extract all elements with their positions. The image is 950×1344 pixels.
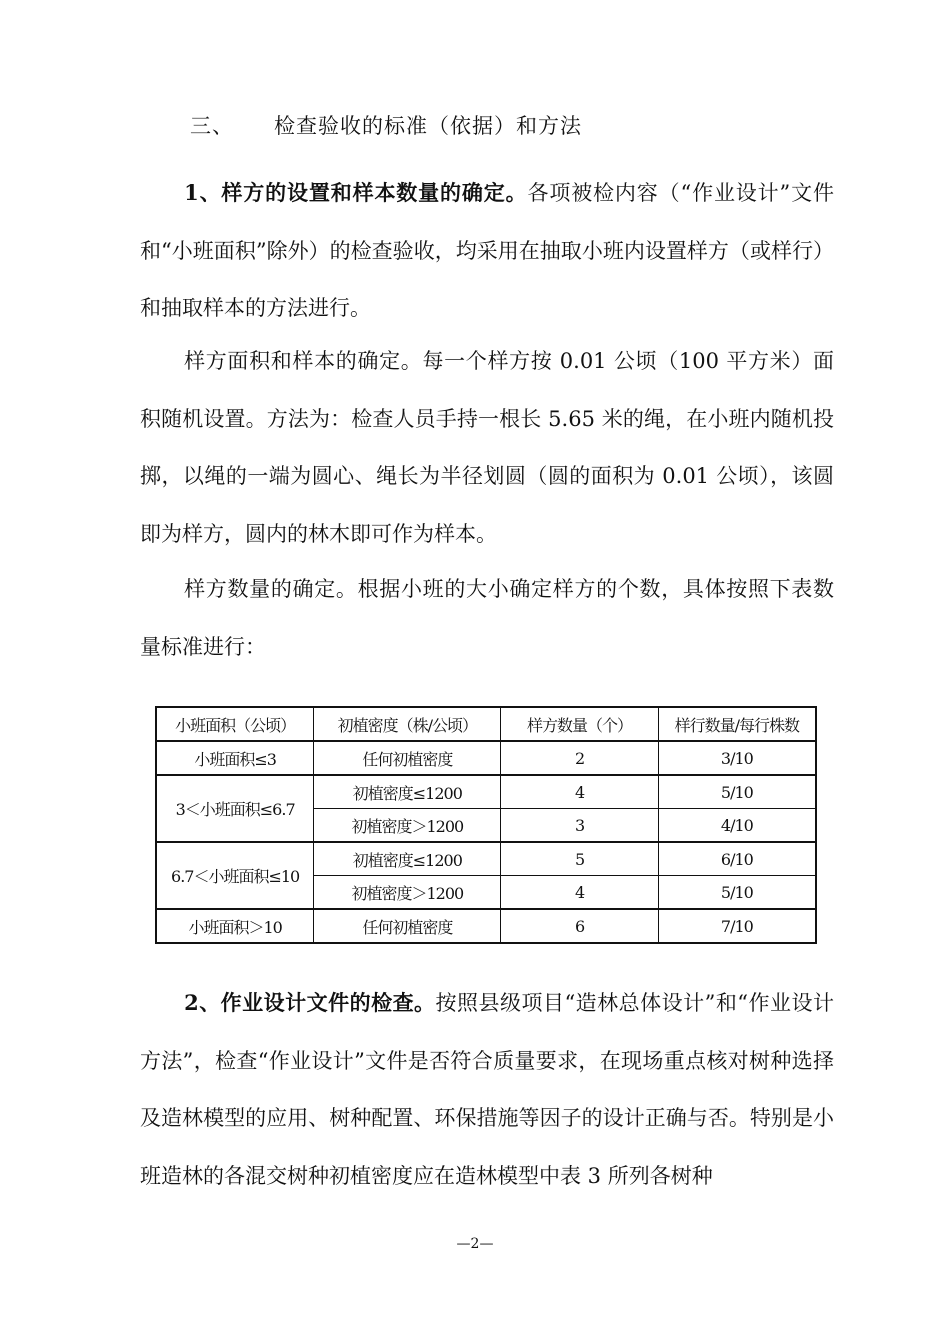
- paragraph-text: 按照县级项目“造林总体设计”和“作业设计方法”，检查“作业设计”文件是否符合质量要求，在现场重点核对树种选择及造林模型的应用、树种配置、环保措施等因子的设计正确与否。特别是小班造林的各混交树种初植密度应在造林模型中表 3 所列各树种: [140, 991, 834, 1188]
- sample-standard-table: [155, 706, 817, 944]
- density-cell: 任何初植密度: [314, 741, 501, 775]
- rows-cell: 6/10: [658, 842, 816, 876]
- table-row: [156, 842, 816, 876]
- plots-cell: 3: [501, 809, 658, 843]
- paragraph-plot-area: [140, 333, 834, 563]
- table-header-cell: 小班面积（公顷）: [156, 707, 314, 741]
- rows-cell: 5/10: [658, 775, 816, 809]
- paragraph-design-check: [140, 974, 834, 1205]
- table-header-cell: 初植密度（株/公顷）: [314, 707, 501, 741]
- paragraph-text: 各项被检内容（“作业设计”文件和“小班面积”除外）的检查验收，均采用在抽取小班内设置样方（或样行）和抽取样本的方法进行。: [140, 181, 834, 320]
- area-cell: 3＜小班面积≤6.7: [156, 775, 314, 842]
- paragraph-sample-setup: [140, 164, 834, 338]
- density-cell: 初植密度＞1200: [314, 876, 501, 910]
- area-cell: 小班面积＞10: [156, 909, 314, 943]
- table-header-cell: 样方数量（个）: [501, 707, 658, 741]
- table-header-row: [156, 707, 816, 741]
- area-cell: 小班面积≤3: [156, 741, 314, 775]
- plots-cell: 6: [501, 909, 658, 943]
- rows-cell: 4/10: [658, 809, 816, 843]
- section-heading: [190, 110, 582, 140]
- paragraph-text: 样方数量的确定。根据小班的大小确定样方的个数，具体按照下表数量标准进行：: [140, 577, 834, 659]
- paragraph-heading: 1、样方的设置和样本数量的确定。: [184, 180, 528, 205]
- rows-cell: 7/10: [658, 909, 816, 943]
- density-cell: 初植密度≤1200: [314, 842, 501, 876]
- density-cell: 初植密度≤1200: [314, 775, 501, 809]
- table-row: [156, 741, 816, 775]
- paragraph-heading: 2、作业设计文件的检查。: [184, 990, 436, 1015]
- table-row: [156, 909, 816, 943]
- area-cell: 6.7＜小班面积≤10: [156, 842, 314, 909]
- plots-cell: 4: [501, 876, 658, 910]
- density-cell: 初植密度＞1200: [314, 809, 501, 843]
- section-number: 三、: [190, 114, 234, 138]
- plots-cell: 4: [501, 775, 658, 809]
- rows-cell: 5/10: [658, 876, 816, 910]
- table-row: [156, 775, 816, 809]
- page-number: —2—: [456, 1236, 494, 1252]
- plots-cell: 5: [501, 842, 658, 876]
- rows-cell: 3/10: [658, 741, 816, 775]
- table-header-cell: 样行数量/每行株数: [658, 707, 816, 741]
- density-cell: 任何初植密度: [314, 909, 501, 943]
- paragraph-text: 样方面积和样本的确定。每一个样方按 0.01 公顷（100 平方米）面积随机设置。方法为：检查人员手持一根长 5.65 米的绳，在小班内随机投掷，以绳的一端为圆心、绳长为半径划圆（圆的面积为 0.01 公顷），该圆即为样方，圆内的林木即可作为样本。: [140, 349, 834, 546]
- section-title: 检查验收的标准（依据）和方法: [274, 114, 582, 138]
- paragraph-plot-count: [140, 561, 834, 676]
- plots-cell: 2: [501, 741, 658, 775]
